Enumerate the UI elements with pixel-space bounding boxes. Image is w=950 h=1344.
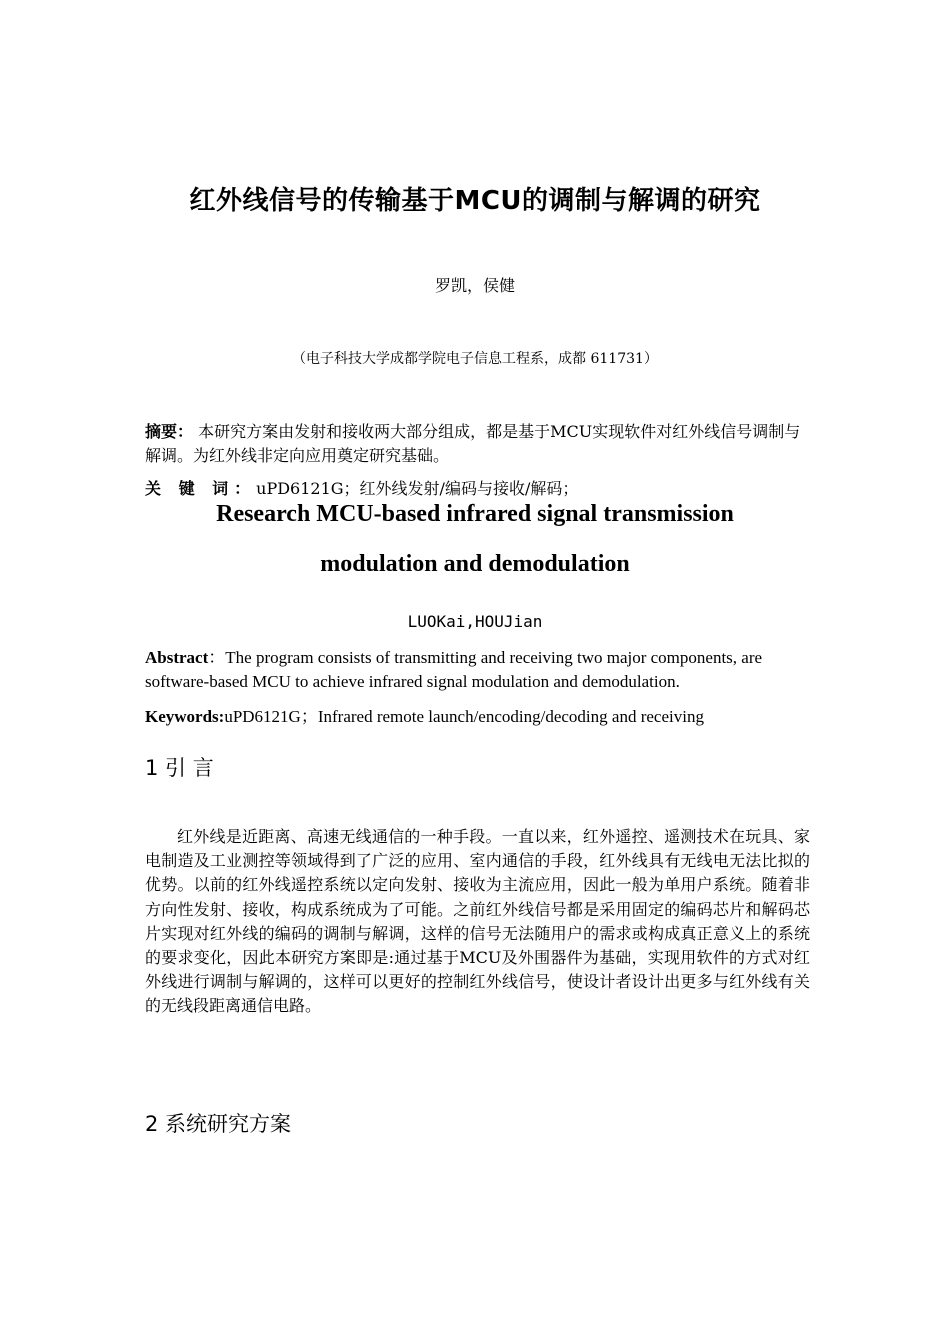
keywords-cn-label: 关 键 词： <box>145 479 257 498</box>
authors-en: LUOKai,HOUJian <box>407 612 543 631</box>
paper-title-cn: 红外线信号的传输基于MCU的调制与解调的研究 <box>189 186 761 216</box>
affiliation-cn: （电子科技大学成都学院电子信息工程系，成都 611731） <box>292 351 658 367</box>
keywords-en-text: uPD6121G；Infrared remote launch/encoding/decoding and receiving <box>224 707 704 726</box>
keywords-cn <box>145 477 810 501</box>
keywords-en-label: Keywords: <box>145 707 225 726</box>
keywords-cn-text: uPD6121G；红外线发射/编码与接收/解码； <box>256 479 579 498</box>
abstract-cn <box>145 420 810 468</box>
authors-cn: 罗凯，侯健 <box>434 276 515 295</box>
introduction-paragraph: 红外线是近距离、高速无线通信的一种手段。一直以来，红外遥控、遥测技术在玩具、家电制造及工业测控等领域得到了广泛的应用、室内通信的手段，红外线具有无线电无法比拟的优势。以前的红外线遥控系统以定向发射、接收为主流应用，因此一般为单用户系统。随着非方向性发射、接收，构成系统成为了可能。之前红外线信号都是采用固定的编码芯片和解码芯片实现对红外线的编码的调制与解调，这样的信号无法随用户的需求或构成真正意义上的系统的要求变化，因此本研究方案即是:通过基于MCU及外围器件为基础，实现用软件的方式对红外线进行调制与解调的，这样可以更好的控制红外线信号，使设计者设计出更多与红外线有关的无线段距离通信电路。 <box>145 827 810 1016</box>
abstract-cn-label: 摘要： <box>145 422 194 441</box>
paper-title-en-line2: modulation and demodulation <box>320 551 630 577</box>
abstract-cn-text: 本研究方案由发射和接收两大部分组成，都是基于MCU实现软件对红外线信号调制与解调。为红外线非定向应用奠定研究基础。 <box>145 422 801 465</box>
abstract-en-text: The program consists of transmitting and receiving two major components, are software-based MCU to achieve infrared signal modulation and demodulation. <box>145 648 763 691</box>
paper-title-en-line1: Research MCU-based infrared signal transmission <box>216 501 734 527</box>
abstract-en-label: Abstract <box>145 648 209 667</box>
abstract-en-separator: ： <box>208 648 226 667</box>
keywords-en <box>145 705 825 729</box>
section-heading-system-scheme: 2 系统研究方案 <box>145 1112 292 1136</box>
section-heading-introduction: 1 引 言 <box>145 756 214 780</box>
abstract-en <box>145 646 825 694</box>
